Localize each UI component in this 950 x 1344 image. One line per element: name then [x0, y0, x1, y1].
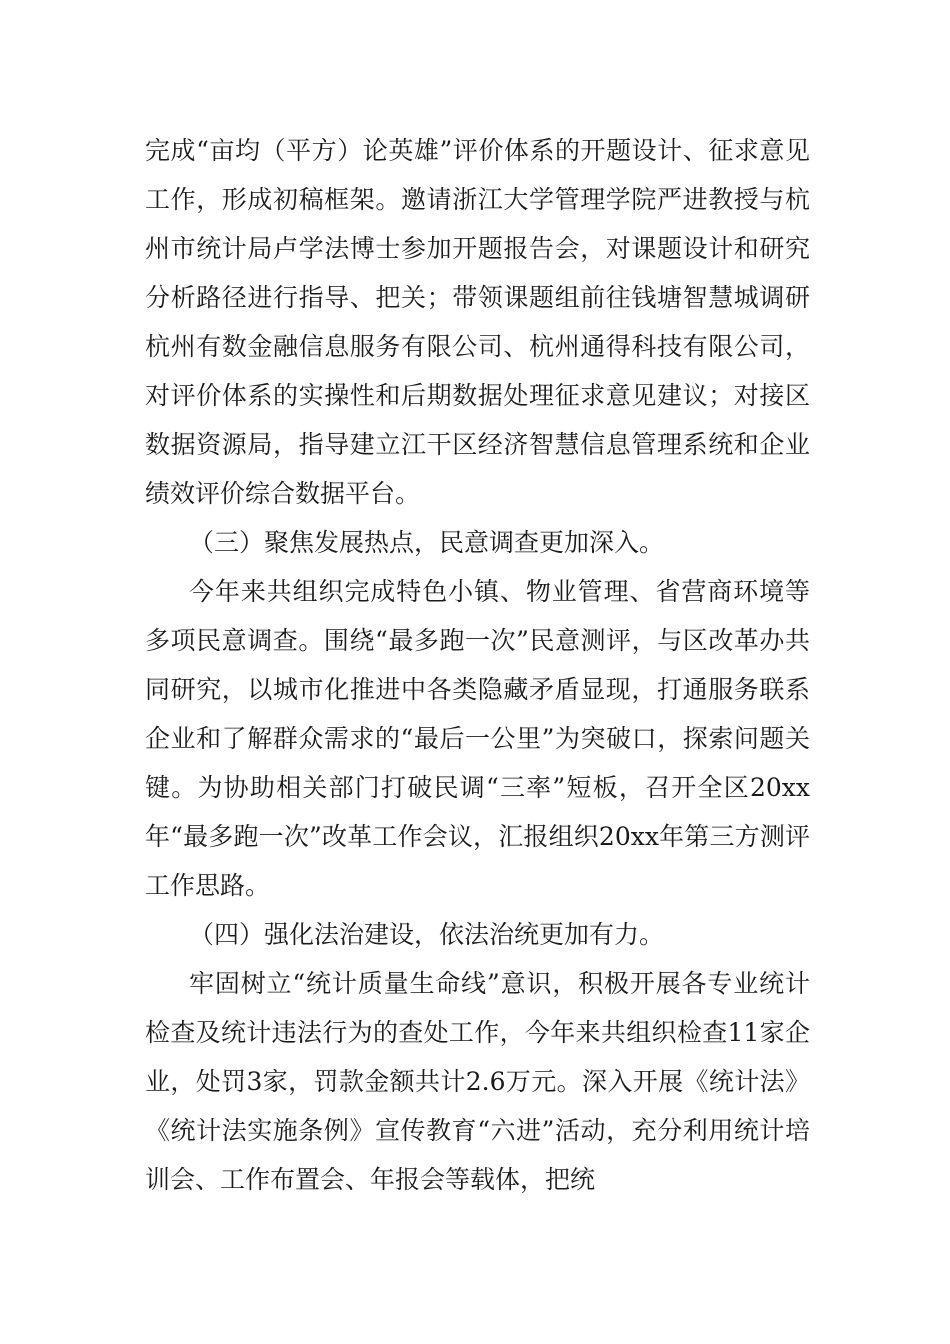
paragraph-rule-of-law: 牢固树立“统计质量生命线”意识，积极开展各专业统计检查及统计违法行为的查处工作，今年来共组织检查11家企业，处罚3家，罚款金额共计2.6万元。深入开展《统计法》《统计法实施条例》宣传教育“六进”活动，充分利用统计培训会、工作布置会、年报会等载体，把统	[145, 969, 810, 1194]
section-heading-three: （三）聚焦发展热点，民意调查更加深入。	[189, 528, 665, 557]
section-heading-four: （四）强化法治建设，依法治统更加有力。	[189, 920, 665, 949]
paragraph-evaluation-system: 完成“亩均（平方）论英雄”评价体系的开题设计、征求意见工作，形成初稿框架。邀请浙江大学管理学院严进教授与杭州市统计局卢学法博士参加开题报告会，对课题设计和研究分析路径进行指导、把关；带领课题组前往钱塘智慧城调研杭州有数金融信息服务有限公司、杭州通得科技有限公司，对评价体系的实操性和后期数据处理征求意见建议；对接区数据资源局，指导建立江干区经济智慧信息管理系统和企业绩效评价综合数据平台。	[145, 136, 810, 508]
document-body	[145, 126, 810, 1204]
paragraph-public-opinion-survey: 今年来共组织完成特色小镇、物业管理、省营商环境等多项民意调查。围绕“最多跑一次”民意测评，与区改革办共同研究，以城市化推进中各类隐藏矛盾显现，打通服务联系企业和了解群众需求的“最后一公里”为突破口，探索问题关键。为协助相关部门打破民调“三率”短板，召开全区20xx年“最多跑一次”改革工作会议，汇报组织20xx年第三方测评工作思路。	[145, 577, 810, 900]
